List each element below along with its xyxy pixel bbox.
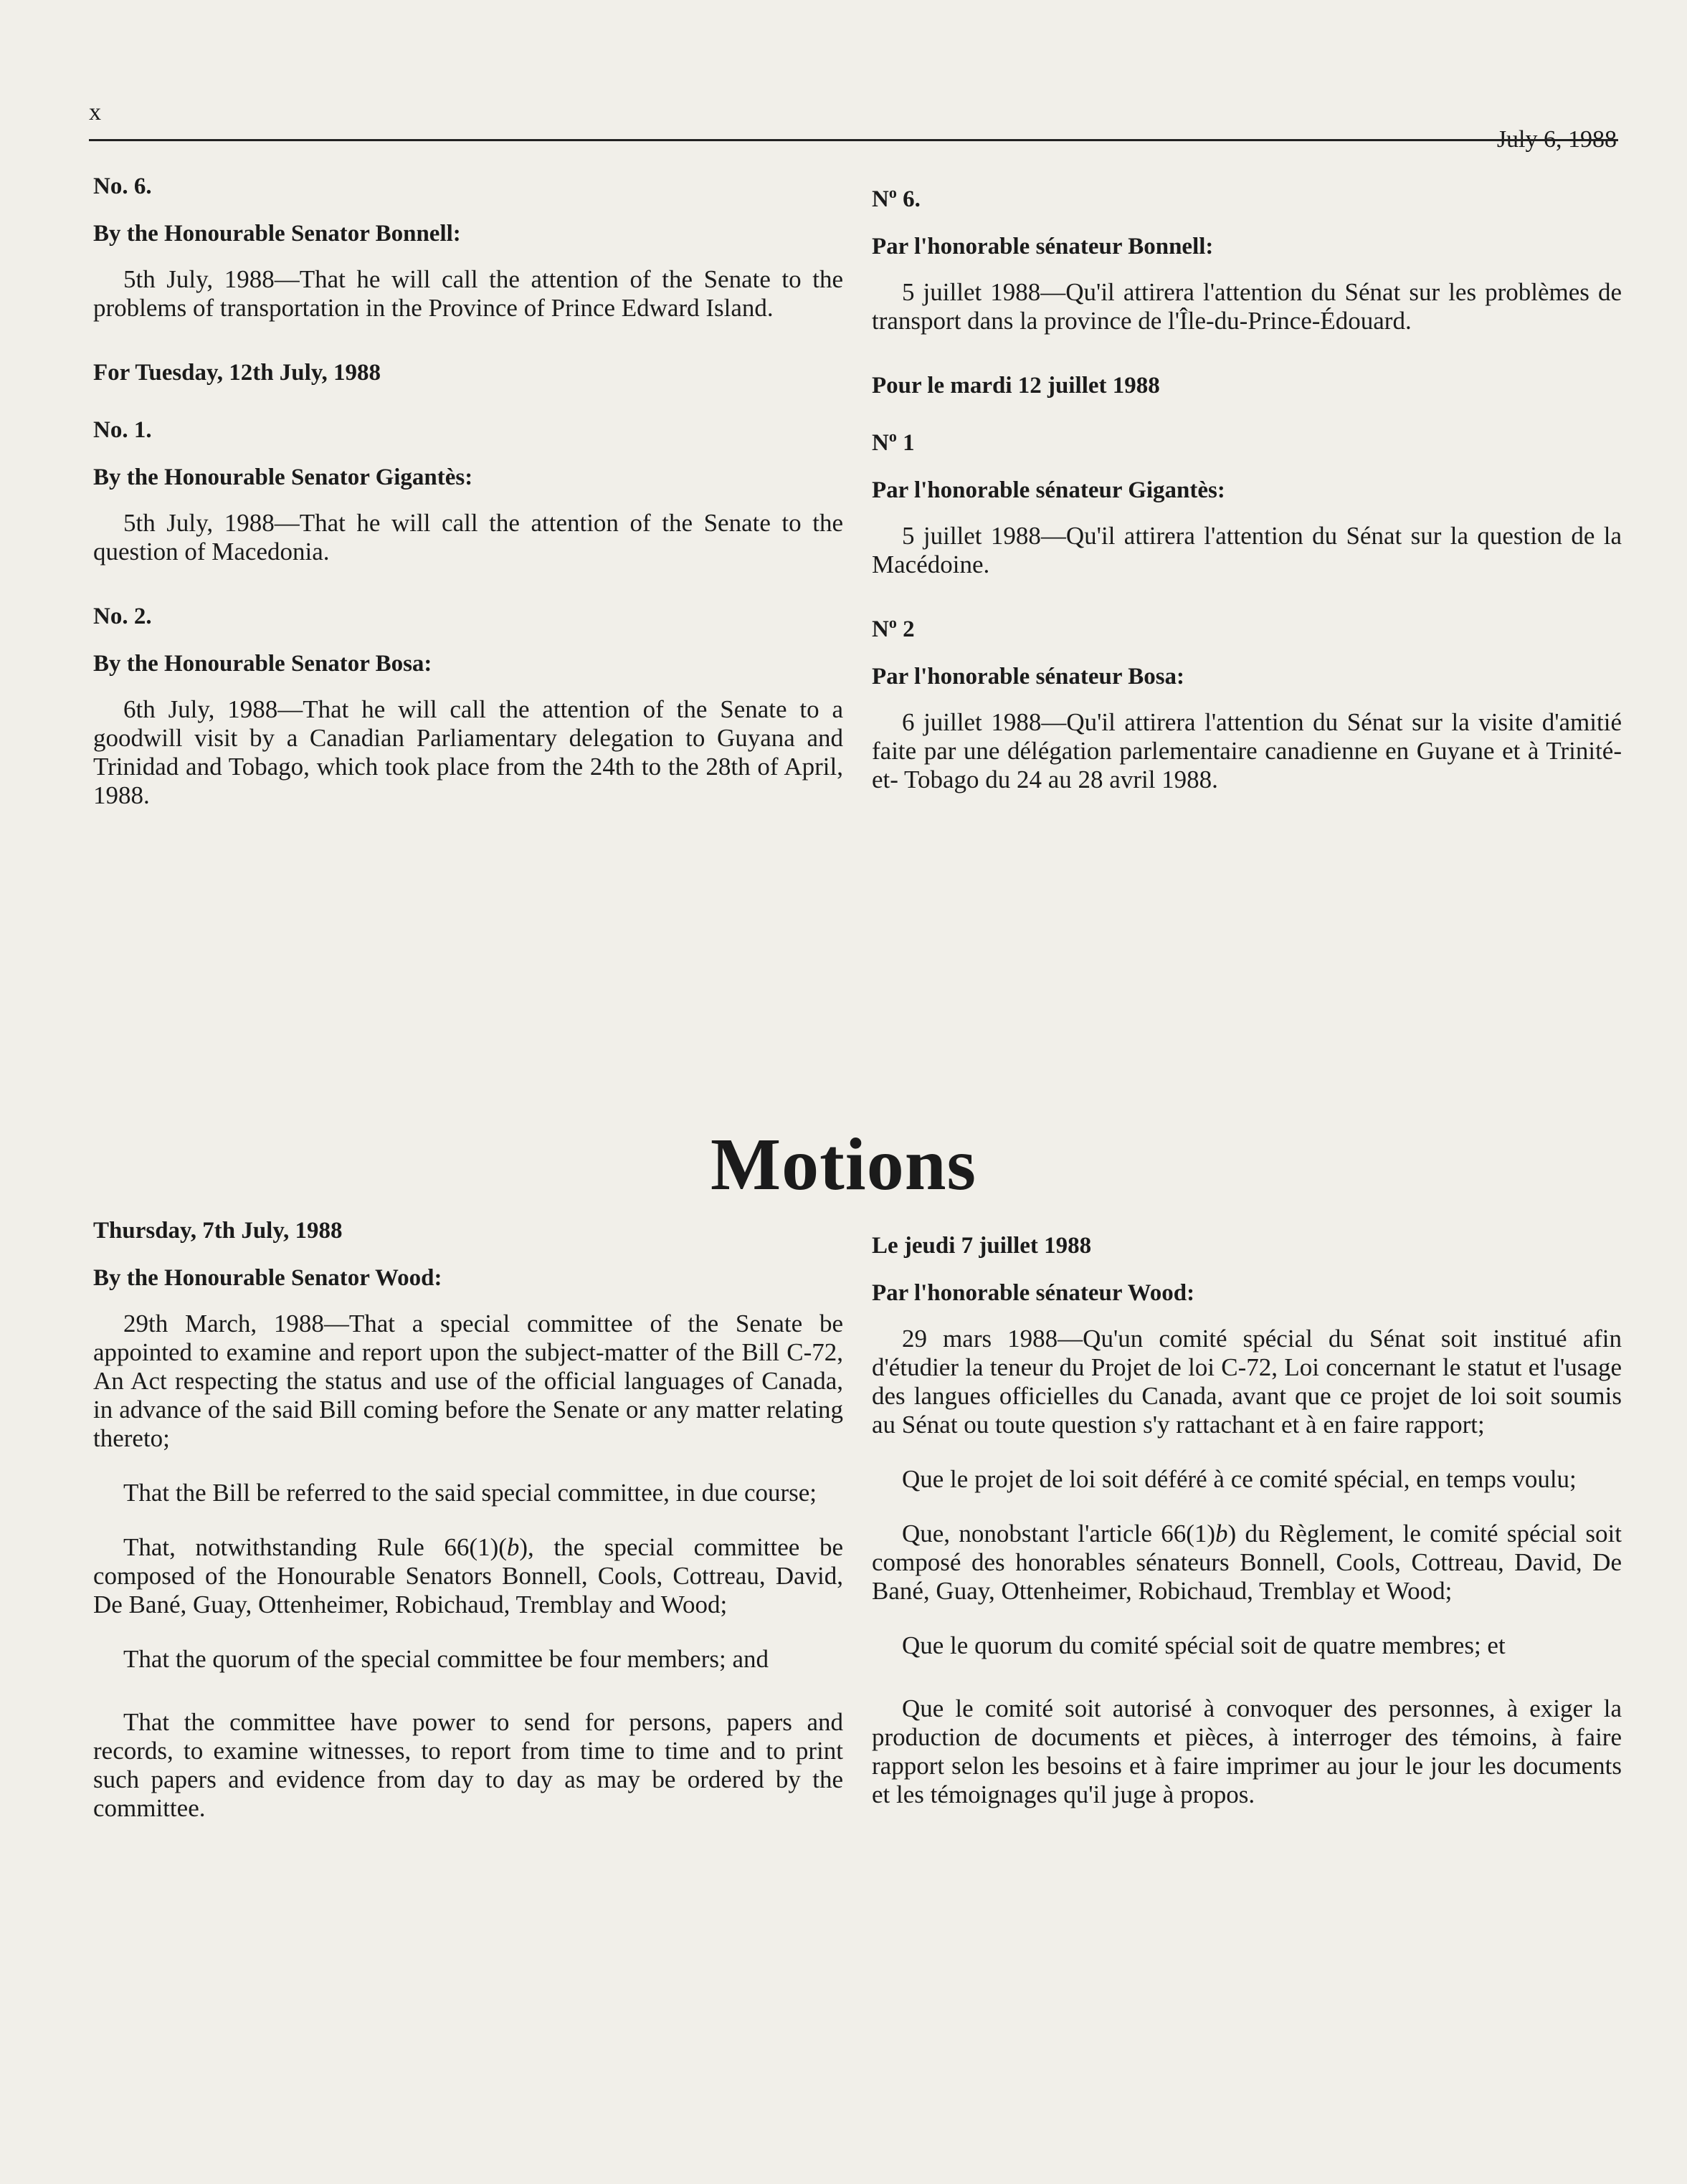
notices-english: [93, 171, 843, 810]
section-heading: For Tuesday, 12th July, 1988: [93, 360, 381, 386]
page-number: x: [89, 99, 101, 125]
motion-sponsor: By the Honourable Senator Wood:: [93, 1265, 442, 1291]
motion-paragraph: That the committee have power to send for persons, papers and records, to examine witnesses, to report from time to time and to print such papers and evidence from day to day as may be ordered by the committee.: [93, 1708, 843, 1822]
item-number: No. 6.: [93, 173, 152, 199]
motions-heading: Motions: [711, 1123, 976, 1206]
motion-paragraph: That the Bill be referred to the said special committee, in due course;: [123, 1479, 817, 1507]
motion-english: [93, 1215, 843, 1823]
motion-paragraph: That the quorum of the special committee be four members; and: [123, 1645, 769, 1673]
motion-sponsor: Par l'honorable sénateur Wood:: [872, 1280, 1195, 1306]
item-sponsor: Par l'honorable sénateur Bosa:: [872, 664, 1185, 690]
section-heading: Pour le mardi 12 juillet 1988: [872, 373, 1160, 399]
item-sponsor: Par l'honorable sénateur Gigantès:: [872, 477, 1225, 503]
item-sponsor: Par l'honorable sénateur Bonnell:: [872, 234, 1214, 259]
motion-paragraph: Que le projet de loi soit déféré à ce comité spécial, en temps voulu;: [902, 1465, 1577, 1493]
motion-paragraph: Que, nonobstant l'article 66(1)b) du Règlement, le comité spécial soit composé des honorables sénateurs Bonnell, Cools, Cottreau, David, De Bané, Guay, Ottenheimer, Robichaud, Tremblay et Wood;: [872, 1520, 1622, 1605]
motion-date: Le jeudi 7 juillet 1988: [872, 1233, 1092, 1259]
notices-french: [872, 183, 1622, 794]
motion-french: [872, 1230, 1622, 1809]
motion-date: Thursday, 7th July, 1988: [93, 1218, 343, 1244]
item-number: No. 1.: [93, 417, 152, 443]
motion-paragraph: That, notwithstanding Rule 66(1)(b), the special committee be composed of the Honourable Senators Bonnell, Cools, Cottreau, David, De Bané, Guay, Ottenheimer, Robichaud, Tremblay and Wood;: [93, 1533, 843, 1618]
motion-paragraph: Que le quorum du comité spécial soit de quatre membres; et: [902, 1631, 1506, 1659]
item-text: 5 juillet 1988—Qu'il attirera l'attention du Sénat sur la question de la Macédoine.: [872, 522, 1622, 578]
item-sponsor: By the Honourable Senator Bosa:: [93, 651, 432, 677]
item-number: No. 2.: [93, 604, 152, 629]
item-sponsor: By the Honourable Senator Gigantès:: [93, 464, 473, 490]
header-rule: [89, 139, 1618, 141]
motion-paragraph: 29 mars 1988—Qu'un comité spécial du Sénat soit institué afin d'étudier la teneur du Projet de loi C-72, Loi concernant le statut et l'usage des langues officielles du Canada, avant que ce projet de loi soit soumis au Sénat ou toute question s'y rattachant et à en faire rapport;: [872, 1325, 1622, 1439]
item-text: 6th July, 1988—That he will call the attention of the Senate to a goodwill visit by a Canadian Parliamentary delegation to Guyana and Trinidad and Tobago, which took place from the 24th to the 28th of April, 1988.: [93, 695, 843, 809]
page-date: July 6, 1988: [1496, 126, 1617, 153]
motion-paragraph: Que le comité soit autorisé à convoquer des personnes, à exiger la production de documents et pièces, à interroger des témoins, à faire rapport selon les besoins et à faire imprimer au jour le jour les documents et les témoignages qu'il juge à propos.: [872, 1694, 1622, 1808]
item-text: 5 juillet 1988—Qu'il attirera l'attention du Sénat sur les problèmes de transport dans la province de l'Île-du-Prince-Édouard.: [872, 278, 1622, 335]
item-number: $N^o$ 2: [872, 614, 915, 642]
item-text: 5th July, 1988—That he will call the attention of the Senate to the question of Macedonia.: [93, 509, 843, 566]
item-sponsor: By the Honourable Senator Bonnell:: [93, 221, 461, 247]
item-number: $N^o$ 6.: [872, 183, 921, 212]
motion-paragraph: 29th March, 1988—That a special committee of the Senate be appointed to examine and report upon the subject-matter of the Bill C-72, An Act respecting the status and use of the official languages of Canada, in advance of the said Bill coming before the Senate or any matter relating thereto;: [93, 1310, 843, 1452]
item-text: 6 juillet 1988—Qu'il attirera l'attention du Sénat sur la visite d'amitié faite par une délégation parlementaire canadienne en Guyane et à Trinité-et- Tobago du 24 au 28 avril 1988.: [872, 708, 1622, 793]
item-text: 5th July, 1988—That he will call the attention of the Senate to the problems of transportation in the Province of Prince Edward Island.: [93, 265, 843, 322]
item-number: $N^o$ 1: [872, 427, 915, 456]
